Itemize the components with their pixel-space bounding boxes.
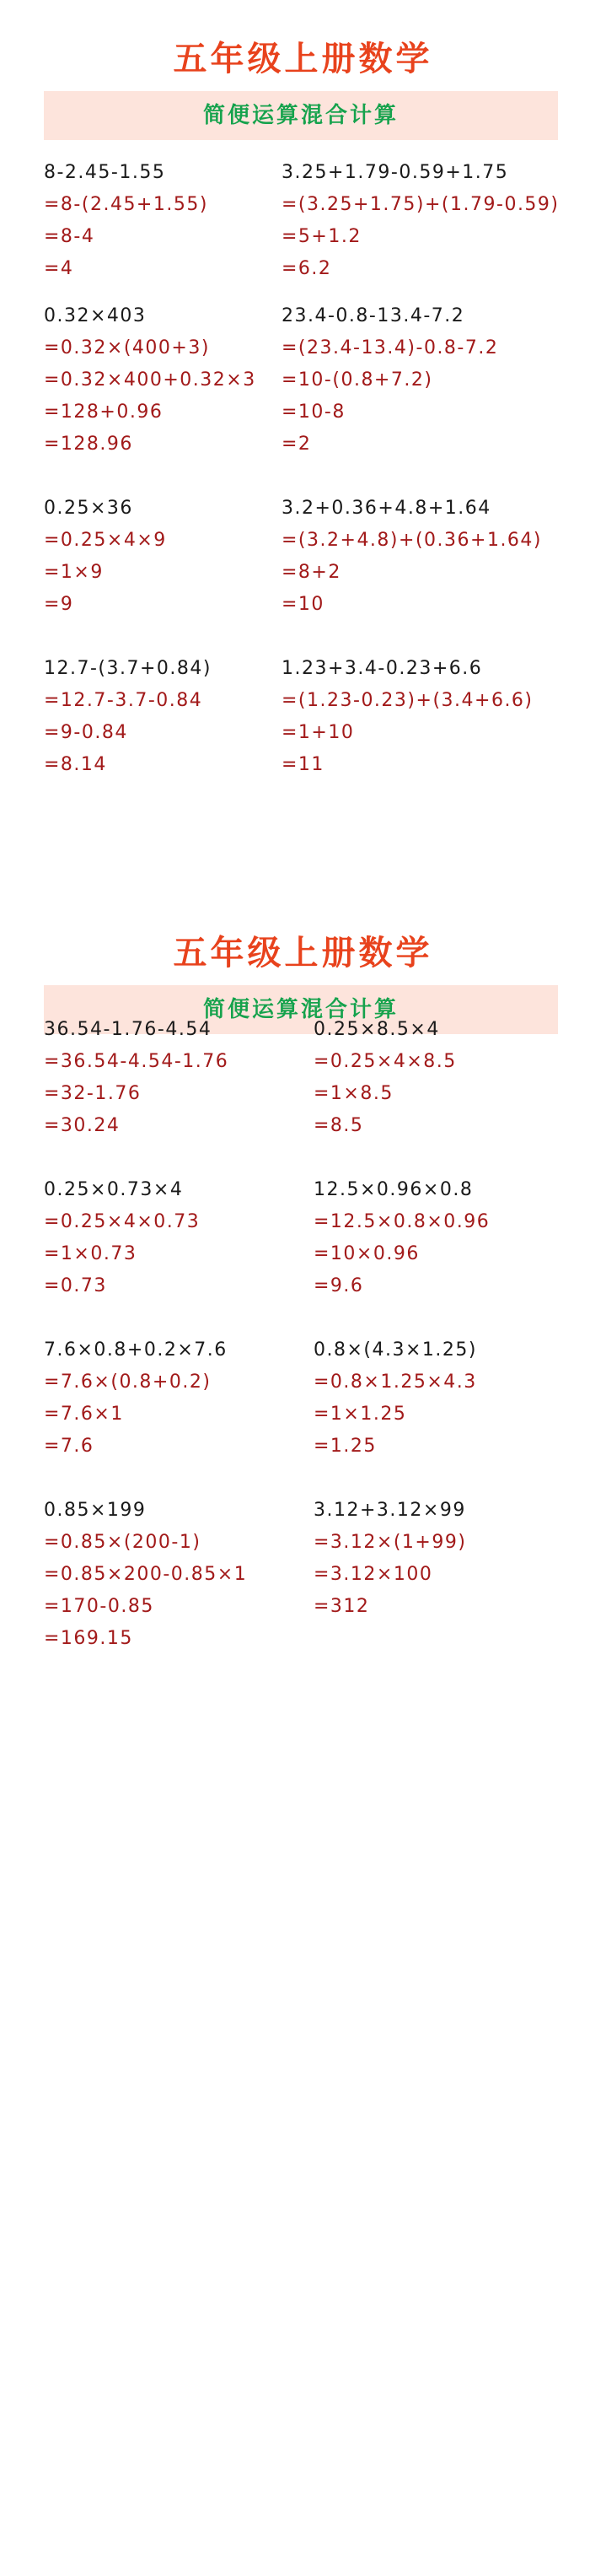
problem-card: [44, 653, 212, 781]
problem-card: [44, 300, 256, 461]
solution-step: =8-(2.45+1.55): [44, 194, 208, 215]
solution-step: =128+0.96: [44, 401, 164, 423]
solution-step: =170-0.85: [44, 1596, 154, 1617]
problem-question: 3.2+0.36+4.8+1.64: [282, 498, 491, 519]
solution-step: =8+2: [282, 562, 341, 583]
worksheet-title: 五年级上册数学: [173, 933, 433, 973]
problem-question: 0.32×403: [44, 305, 147, 326]
worksheet-subtitle-banner: 简便运算混合计算: [44, 91, 558, 140]
solution-step: =3.12×(1+99): [314, 1532, 467, 1553]
problem-card: [44, 493, 167, 621]
problem-card: [314, 1174, 490, 1302]
solution-step: =8.5: [314, 1115, 364, 1136]
solution-step: =0.25×4×8.5: [314, 1051, 457, 1072]
solution-step: =(3.25+1.75)+(1.79-0.59): [282, 194, 560, 215]
solution-step: =0.85×200-0.85×1: [44, 1564, 248, 1585]
problem-card: [282, 493, 542, 621]
worksheet-title: 五年级上册数学: [173, 39, 433, 78]
problem-question: 8-2.45-1.55: [44, 162, 166, 183]
problem-card: [314, 1014, 457, 1142]
solution-step: =12.7-3.7-0.84: [44, 690, 203, 711]
solution-step: =7.6×(0.8+0.2): [44, 1372, 212, 1393]
problem-question: 3.25+1.79-0.59+1.75: [282, 162, 509, 183]
problem-question: 0.25×8.5×4: [314, 1019, 440, 1040]
solution-step: =3.12×100: [314, 1564, 433, 1585]
problem-card: [44, 1014, 228, 1142]
problem-card: [44, 1495, 247, 1655]
solution-step: =9.6: [314, 1275, 364, 1296]
solution-step: =10-8: [282, 401, 346, 423]
solution-step: =8.14: [44, 754, 107, 775]
problem-question: 0.8×(4.3×1.25): [314, 1339, 477, 1361]
solution-step: =10×0.96: [314, 1243, 420, 1264]
solution-step: =0.8×1.25×4.3: [314, 1372, 477, 1393]
solution-step: =0.32×400+0.32×3: [44, 369, 256, 391]
problem-question: 0.25×36: [44, 498, 133, 519]
worksheet-subtitle-banner: 简便运算混合计算: [44, 985, 558, 1034]
solution-step: =32-1.76: [44, 1083, 142, 1104]
problem-card: [314, 1334, 477, 1463]
problem-question: 0.85×199: [44, 1500, 147, 1521]
solution-step: =(23.4-13.4)-0.8-7.2: [282, 337, 499, 358]
solution-step: =12.5×0.8×0.96: [314, 1211, 491, 1232]
solution-step: =7.6×1: [44, 1404, 124, 1425]
solution-step: =(3.2+4.8)+(0.36+1.64): [282, 530, 543, 551]
solution-step: =10-(0.8+7.2): [282, 369, 433, 391]
problem-card: [282, 300, 498, 461]
solution-step: =0.73: [44, 1275, 107, 1296]
solution-step: =7.6: [44, 1436, 94, 1457]
solution-step: =2: [282, 434, 312, 455]
problem-card: [282, 157, 560, 285]
problem-question: 23.4-0.8-13.4-7.2: [282, 305, 465, 326]
solution-step: =0.25×4×0.73: [44, 1211, 201, 1232]
problem-question: 1.23+3.4-0.23+6.6: [282, 658, 483, 679]
solution-step: =169.15: [44, 1628, 133, 1649]
solution-step: =1×0.73: [44, 1243, 137, 1264]
problem-card: [44, 1334, 228, 1463]
problem-question: 7.6×0.8+0.2×7.6: [44, 1339, 228, 1361]
solution-step: =1×8.5: [314, 1083, 394, 1104]
solution-step: =128.96: [44, 434, 133, 455]
solution-step: =1×9: [44, 562, 104, 583]
solution-step: =1+10: [282, 722, 355, 743]
problem-question: 0.25×0.73×4: [44, 1179, 184, 1200]
solution-step: =1.25: [314, 1436, 377, 1457]
solution-step: =10: [282, 594, 324, 615]
solution-step: =0.25×4×9: [44, 530, 167, 551]
problem-question: 36.54-1.76-4.54: [44, 1019, 212, 1040]
solution-step: =(1.23-0.23)+(3.4+6.6): [282, 690, 534, 711]
problem-card: [314, 1495, 466, 1623]
problem-card: [44, 157, 208, 285]
solution-step: =1×1.25: [314, 1404, 407, 1425]
problem-card: [282, 653, 534, 781]
solution-step: =6.2: [282, 258, 332, 279]
solution-step: =8-4: [44, 226, 95, 247]
solution-step: =4: [44, 258, 74, 279]
problem-question: 12.7-(3.7+0.84): [44, 658, 212, 679]
solution-step: =9: [44, 594, 74, 615]
problem-card: [44, 1174, 200, 1302]
problem-question: 12.5×0.96×0.8: [314, 1179, 474, 1200]
solution-step: =5+1.2: [282, 226, 362, 247]
solution-step: =0.32×(400+3): [44, 337, 210, 358]
solution-step: =36.54-4.54-1.76: [44, 1051, 229, 1072]
solution-step: =30.24: [44, 1115, 121, 1136]
solution-step: =0.85×(200-1): [44, 1532, 201, 1553]
problem-question: 3.12+3.12×99: [314, 1500, 466, 1521]
solution-step: =9-0.84: [44, 722, 128, 743]
solution-step: =312: [314, 1596, 370, 1617]
solution-step: =11: [282, 754, 324, 775]
